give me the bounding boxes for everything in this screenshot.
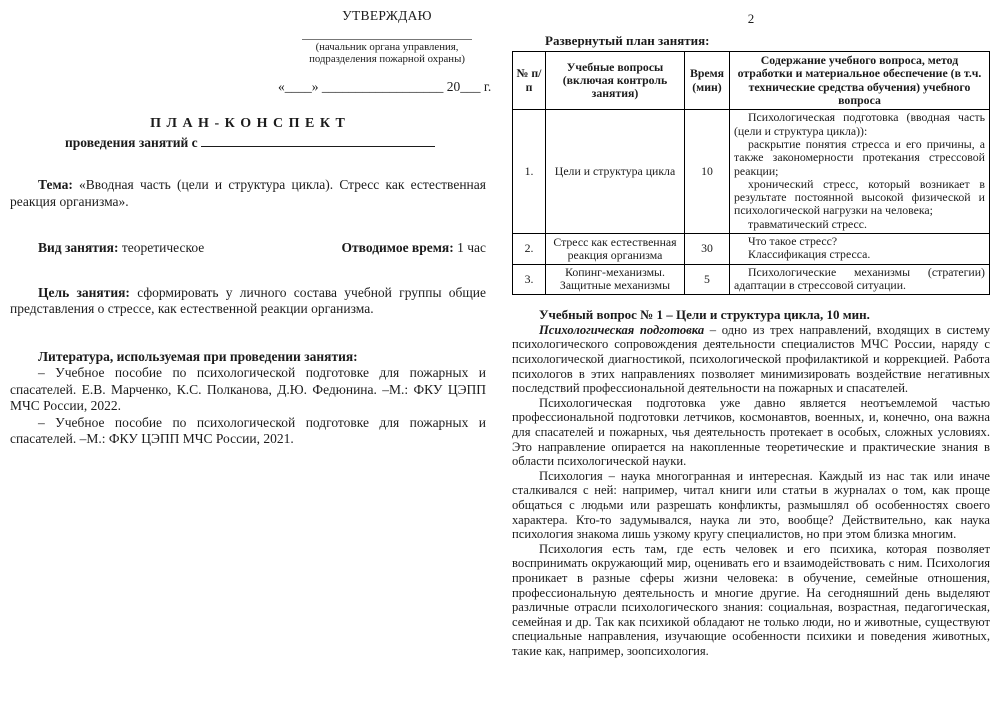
goal-text: сформировать у личного состава учебной группы общие представления о стрессе, как естественной реакции организма. — [10, 284, 487, 316]
literature-item: – Учебное пособие по психологической подготовке для пожарных и спасателей. Е.В. Марченко, К.С. Полканова, Д.Ю. Федюнина. –М.: ФКУ ЦЭПП МЧС России, 2022. — [10, 365, 486, 413]
lesson-plan-table — [512, 51, 990, 295]
doc-subtitle-label: проведения занятий с — [65, 134, 198, 150]
section-heading: Учебный вопрос № 1 – Цели и структура цикла, 10 мин. — [539, 307, 870, 323]
content-line: травматический стресс. — [748, 216, 867, 231]
theme-paragraph — [10, 177, 486, 210]
table-row — [513, 264, 990, 295]
question-cell: Цели и структура цикла — [546, 110, 685, 234]
time-item — [342, 240, 487, 257]
content-line: хронический стресс, который возникает в результате постоянной высокой физической и психологической нагрузки на человека; — [734, 176, 985, 218]
para1-rest: – одно из трех направлений, входящих в систему психологического сопровождения деятельности специалистов МЧС России, наряду с психологической диагностикой, психологической профилактикой и коррекцией. Работа психологов в этих направлениях позволяет минимизировать воздействие негативных последствий профессиональной деятельности на пожарных и спасателей. — [512, 322, 990, 396]
literature-item: – Учебное пособие по психологической подготовке для пожарных и спасателей. –М.: ФКУ ЦЭПП МЧС России, 2021. — [10, 414, 486, 446]
content-cell — [730, 264, 990, 295]
doc-title: П Л А Н - К О Н С П Е К Т — [150, 116, 346, 131]
para1-lead: Психологическая подготовка — [539, 322, 705, 337]
theme-label: Тема: — [38, 177, 73, 192]
row-number-cell: 1. — [513, 110, 546, 234]
date-line: «____» __________________ 20___ г. — [278, 78, 492, 94]
plan-heading: Развернутый план занятия: — [545, 32, 710, 48]
header-content: Содержание учебного вопроса, метод отработки и материальное обеспечение (в т.ч. технические средства обучения) учебного вопроса — [730, 52, 990, 110]
header-num: № п/п — [513, 52, 546, 110]
question-cell: Копинг-механизмы. Защитные механизмы — [546, 264, 685, 295]
subtitle-blank-line — [201, 135, 435, 147]
signature-line — [302, 25, 472, 40]
approve-title: УТВЕРЖДАЮ — [342, 8, 432, 23]
content-line: Что такое стресс? — [748, 234, 838, 249]
signature-caption-line1: (начальник органа управления, — [315, 40, 459, 53]
body-paragraph: Психология есть там, где есть человек и его психика, которая позволяет воспринимать окружающий мир, оценивать его и взаимодействовать с ним. Психология проникает в разные сферы жизни человека: в обучение, семейные отношения, профессиональную деятельность и многие другие. На сегодняшний день выделяют различные отрасли психологического знания: социальная, возрастная, педагогическая, семейная и др. Так как психикой обладают не только люди, но и животные, существуют специальные направления, изучающие особенности психики и поведения животных, такие как, например, зоопсихология. — [512, 541, 990, 658]
time-value: 1 час — [453, 240, 486, 255]
time-cell: 10 — [685, 110, 730, 234]
content-line: раскрытие понятия стресса и его причины, а также закономерности протекания стрессовой реакции; — [734, 136, 985, 178]
table-row — [513, 234, 990, 265]
table-row — [513, 110, 990, 234]
signature-caption — [298, 41, 476, 66]
time-label: Отводимое время: — [341, 240, 454, 255]
body-paragraph: Психология – наука многогранная и интересная. Каждый из нас так или иначе сталкивался с ней: например, читал книги или статьи в журналах о том, как проще общаться с людьми или разрешать конфликты, размышлял об особенностях своего характера. Кто-то задумывался, наука ли это, вообще? Действительно, как наука психология знакома лишь узкому кругу специалистов, но при этом близка многим. — [512, 468, 990, 542]
time-cell: 30 — [685, 234, 730, 265]
page-number: 2 — [747, 11, 755, 26]
goal-label: Цель занятия: — [38, 284, 130, 300]
literature-block — [10, 349, 486, 448]
goal-paragraph — [10, 285, 486, 318]
body-paragraph: Психологическая подготовка уже давно является неотъемлемой частью профессиональной подготовки летчиков, космонавтов, военных, и, конечно, она важна для спасателей и пожарных, чья деятельность протекает в особых, сложных условиях. Это направление опирается на накопленные теоретические и практические знания в области психологической науки. — [512, 395, 990, 469]
content-line: Психологическая подготовка (вводная часть (цели и структура цикла)): — [734, 110, 985, 138]
doc-subtitle — [65, 135, 486, 152]
header-time: Время (мин) — [685, 52, 730, 110]
content-line: Классификация стресса. — [748, 247, 871, 262]
literature-heading: Литература, используемая при проведении занятия: — [38, 348, 358, 364]
row-number-cell: 2. — [513, 234, 546, 265]
content-cell — [730, 110, 990, 234]
signature-caption-line2: подразделения пожарной охраны) — [309, 53, 465, 65]
header-question: Учебные вопросы (включая контроль занятия) — [546, 52, 685, 110]
row-number-cell: 3. — [513, 264, 546, 295]
page-right — [512, 0, 990, 658]
kind-value: теоретическое — [118, 240, 205, 255]
kind-label: Вид занятия: — [38, 240, 119, 255]
kind-time-row — [10, 240, 486, 257]
time-cell: 5 — [685, 264, 730, 295]
question-cell: Стресс как естественная реакция организма — [546, 234, 685, 265]
content-cell — [730, 234, 990, 265]
theme-text: «Вводная часть (цели и структура цикла). Стресс как естественная реакция организма». — [10, 177, 486, 209]
approve-block — [298, 8, 476, 66]
content-line: Психологические механизмы (стратегии) адаптации в стрессовой ситуации. — [734, 264, 985, 292]
body-paragraph — [512, 323, 990, 396]
kind-item — [38, 240, 204, 257]
page-left — [10, 8, 492, 448]
table-header-row — [513, 52, 990, 110]
